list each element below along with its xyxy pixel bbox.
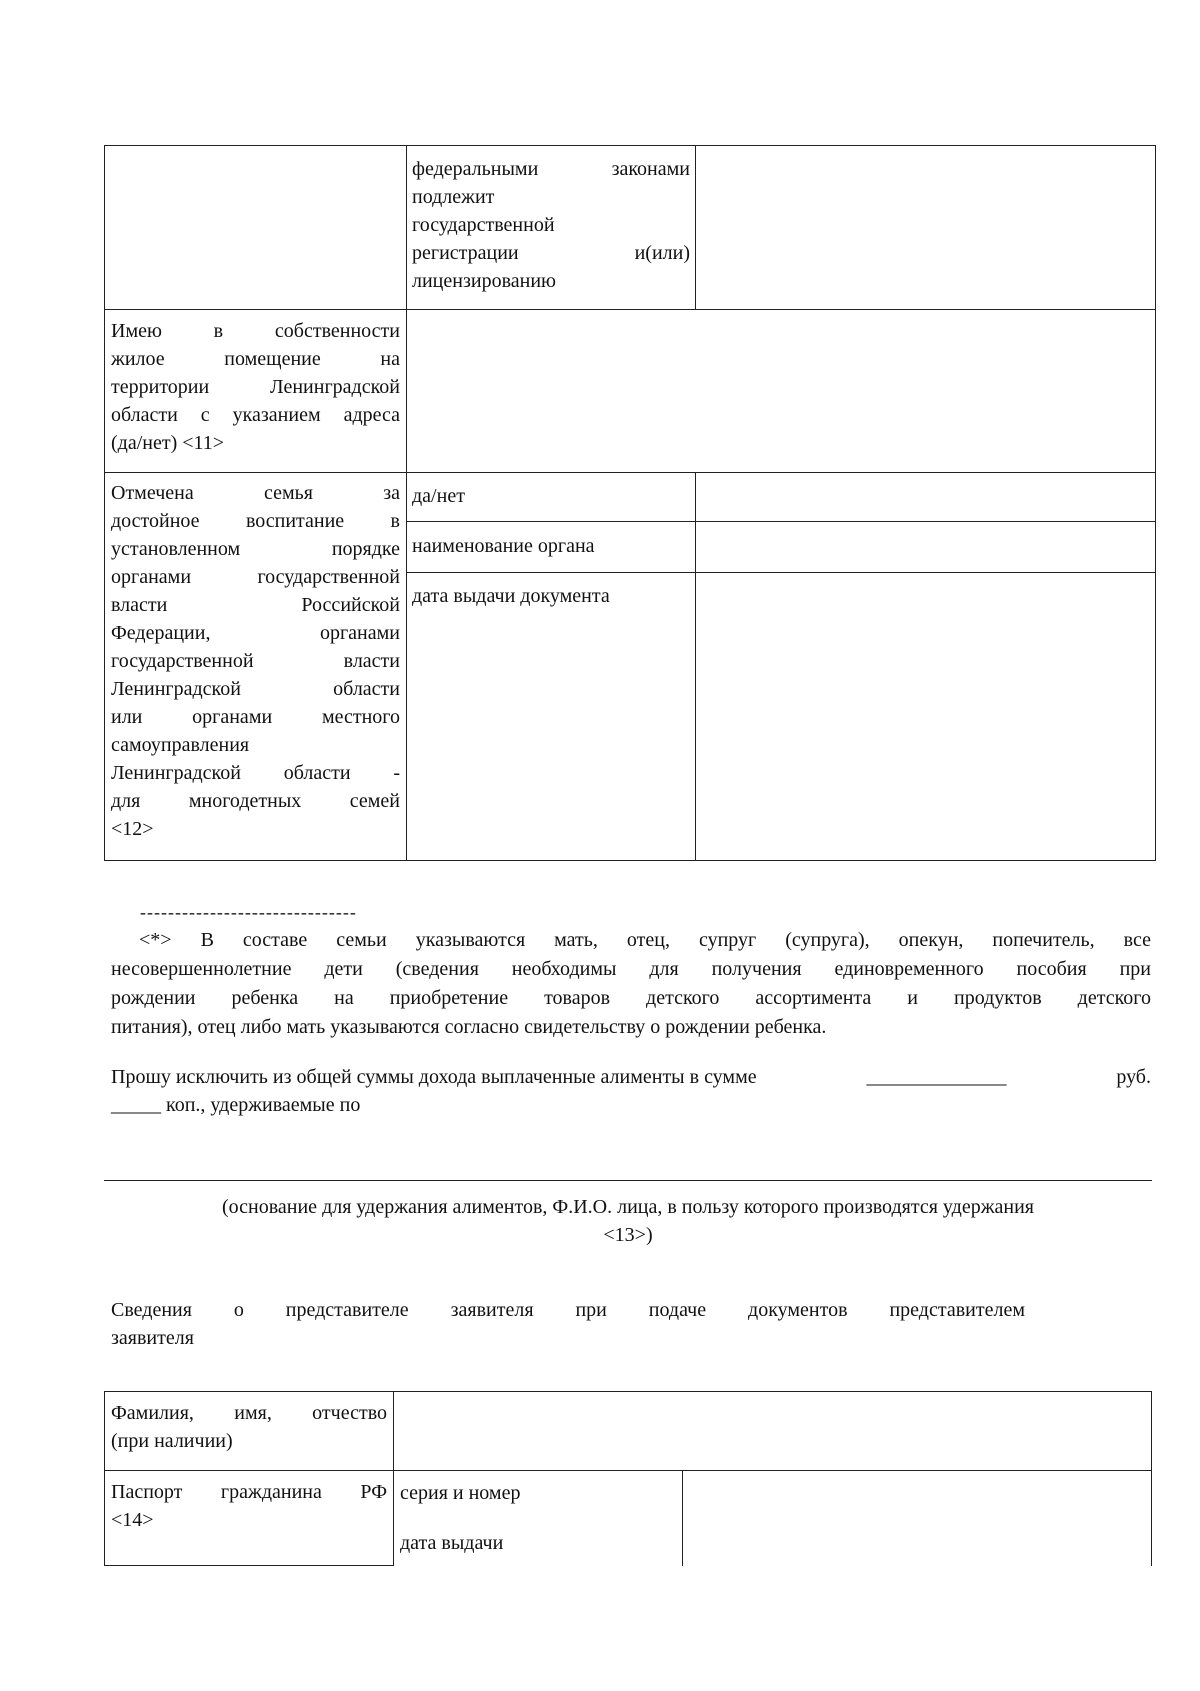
award-yes-no-value[interactable] [697, 474, 1154, 520]
passport-series-number-label: серия и номер [400, 1482, 521, 1504]
alimony-rub-unit: руб. [1116, 1066, 1151, 1088]
representative-passport-label: Паспорт гражданина РФ <14> [111, 1481, 387, 1531]
row1-value-cell[interactable] [697, 147, 1154, 308]
alimony-rub-field[interactable]: ______________ [866, 1066, 1007, 1088]
alimony-request-text: Прошу исключить из общей суммы дохода выплаченные алименты в сумме [111, 1066, 757, 1088]
alimony-kop-text: коп., удерживаемые по [166, 1094, 361, 1116]
alimony-kop-field[interactable]: _____ [111, 1094, 161, 1116]
footnote-text: <*> В составе семьи указываются мать, отец, супруг (супруга), опекун, попечитель, все несовершеннолетние дети (сведения необходимы для получения единовременного пособия при рождении ребенка на приобретение товаров детского ассортимента и продуктов детского питания), отец либо мать указываются согласно свидетельству о рождении ребенка. [111, 929, 1151, 1038]
alimony-basis-caption: (основание для удержания алиментов, Ф.И.О. лица, в пользу которого производятся удержания <13>) [221, 1196, 1035, 1246]
award-issue-date-label: дата выдачи документа [412, 585, 610, 607]
representative-heading: Сведения о представителе заявителя при подаче документов представителем заявителя [111, 1299, 1025, 1349]
passport-issue-date-label: дата выдачи [400, 1532, 504, 1554]
family-award-label: Отмечена семья за достойное воспитание в установленном порядке органами государственной власти Российской Федерации, органами государственной власти Ленинградской области или органами местного самоуправления Ленинградской области - для многодетных семей <12> [111, 482, 400, 840]
passport-value-cell[interactable] [684, 1472, 1150, 1566]
award-authority-label: наименование органа [412, 535, 595, 557]
housing-ownership-value[interactable] [408, 311, 1154, 471]
representative-name-label: Фамилия, имя, отчество (при наличии) [111, 1402, 387, 1452]
representative-name-value[interactable] [395, 1393, 1150, 1469]
row1-empty-cell[interactable] [106, 147, 405, 308]
footnote-separator: ------------------------------- [140, 902, 357, 922]
award-yes-no-label: да/нет [412, 485, 465, 507]
award-authority-value[interactable] [697, 523, 1154, 571]
housing-ownership-label: Имею в собственности жилое помещение на территории Ленинградской области с указанием адреса (да/нет) <11> [111, 320, 400, 454]
award-issue-date-value[interactable] [697, 574, 1154, 859]
alimony-basis-line[interactable] [104, 1180, 1152, 1181]
registration-note: федеральными законами подлежит государственной регистрации и(или) лицензированию [412, 158, 690, 292]
alimony-request [111, 1063, 1151, 1119]
